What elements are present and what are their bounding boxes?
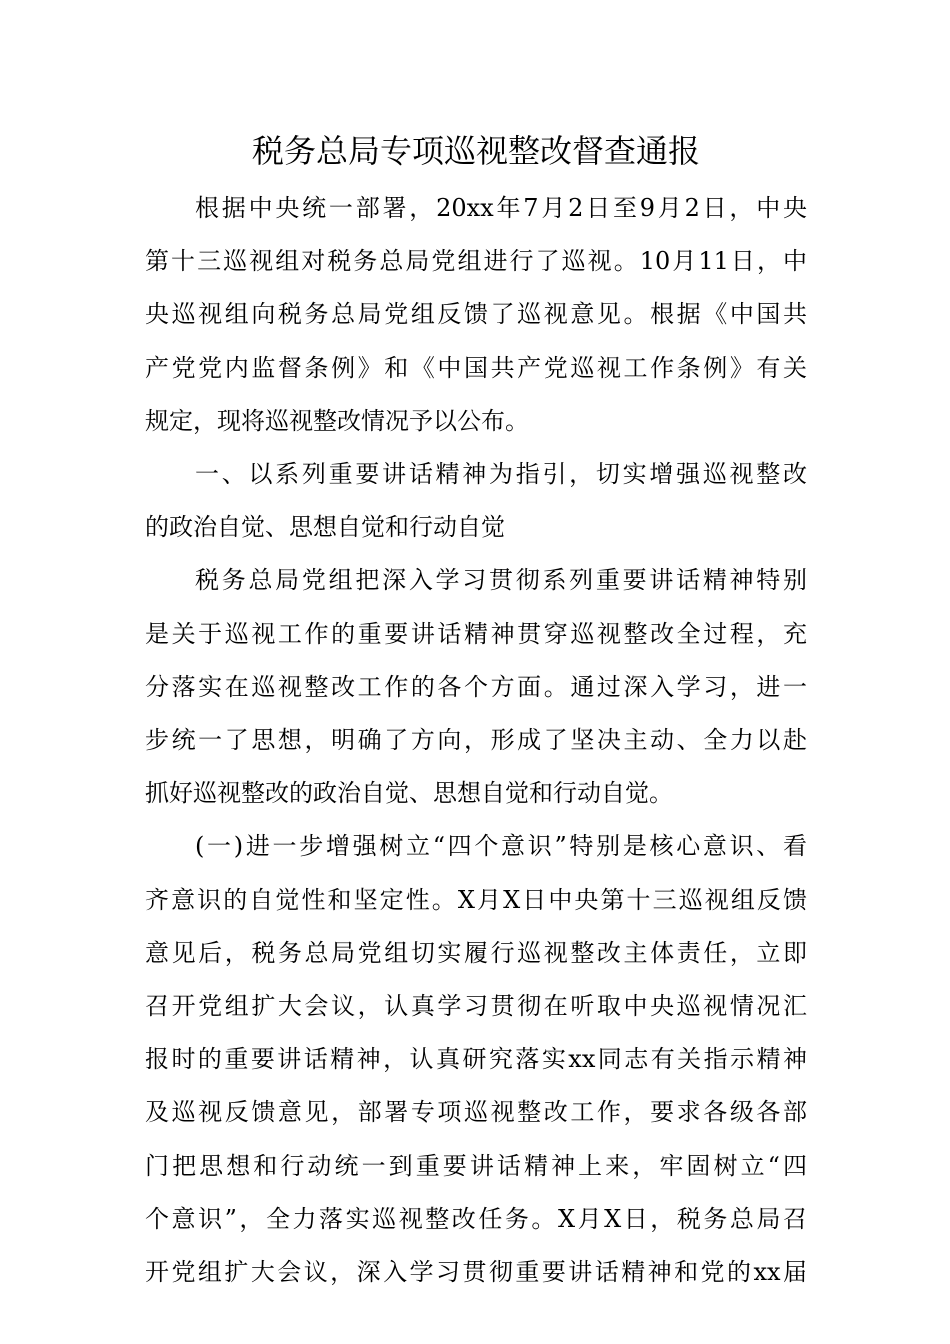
text-line: 第十三巡视组对税务总局党组进行了巡视。10月11日，中 bbox=[145, 247, 807, 276]
text-line: 税务总局党组把深入学习贯彻系列重要讲话精神特别 bbox=[195, 566, 807, 595]
text-line: 召开党组扩大会议，认真学习贯彻在听取中央巡视情况汇 bbox=[145, 992, 807, 1021]
text-line: 根据中央统一部署，20xx年7月2日至9月2日，中央 bbox=[195, 194, 807, 222]
section-heading-1 bbox=[145, 448, 807, 554]
text-line: 抓好巡视整改的政治自觉、思想自觉和行动自觉。 bbox=[145, 779, 673, 808]
text-line: 个意识”，全力落实巡视整改任务。X月X日，税务总局召 bbox=[145, 1204, 807, 1233]
text-line: 报时的重要讲话精神，认真研究落实xx同志有关指示精神 bbox=[145, 1045, 807, 1074]
text-line: 及巡视反馈意见，部署专项巡视整改工作，要求各级各部 bbox=[145, 1098, 807, 1127]
text-line: 意见后，税务总局党组切实履行巡视整改主体责任，立即 bbox=[145, 938, 807, 967]
text-line: (一)进一步增强树立“四个意识”特别是核心意识、看 bbox=[195, 832, 807, 861]
text-line: 分落实在巡视整改工作的各个方面。通过深入学习，进一 bbox=[145, 672, 807, 701]
document-body bbox=[145, 120, 807, 1299]
text-line: 央巡视组向税务总局党组反馈了巡视意见。根据《中国共 bbox=[145, 300, 807, 329]
text-line: 的政治自觉、思想自觉和行动自觉 bbox=[145, 513, 505, 542]
text-line: 规定，现将巡视整改情况予以公布。 bbox=[145, 406, 529, 435]
paragraph-intro bbox=[145, 182, 807, 448]
paragraph-subsection-1 bbox=[145, 820, 807, 1299]
text-line: 齐意识的自觉性和坚定性。X月X日中央第十三巡视组反馈 bbox=[145, 885, 807, 914]
text-line: 一、以系列重要讲话精神为指引，切实增强巡视整改 bbox=[195, 460, 807, 489]
text-line: 开党组扩大会议，深入学习贯彻重要讲话精神和党的xx届 bbox=[145, 1258, 807, 1287]
text-line: 门把思想和行动统一到重要讲话精神上来，牢固树立“四 bbox=[145, 1151, 807, 1180]
text-line: 产党党内监督条例》和《中国共产党巡视工作条例》有关 bbox=[145, 353, 807, 382]
text-line: 是关于巡视工作的重要讲话精神贯穿巡视整改全过程，充 bbox=[145, 619, 807, 648]
text-line: 步统一了思想，明确了方向，形成了坚决主动、全力以赴 bbox=[145, 726, 807, 755]
paragraph-study bbox=[145, 554, 807, 820]
document-title: 税务总局专项巡视整改督查通报 bbox=[251, 132, 700, 170]
